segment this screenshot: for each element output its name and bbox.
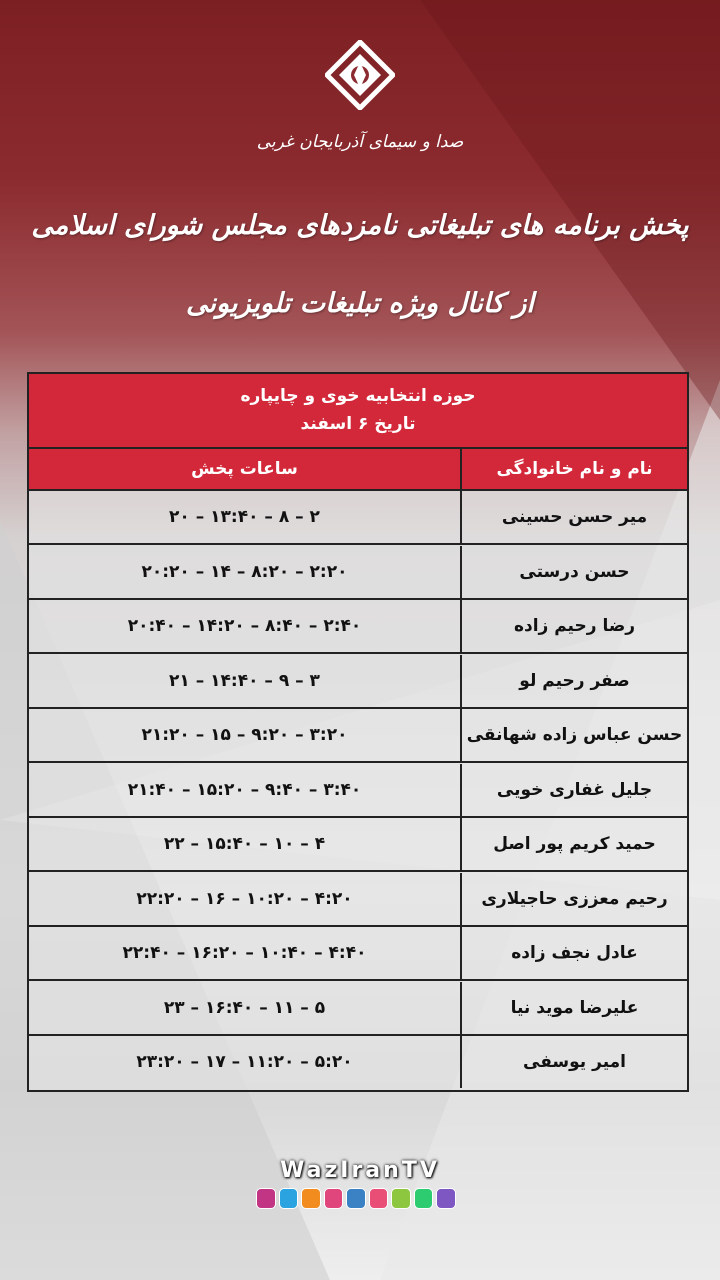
candidate-name: رضا رحیم زاده	[460, 600, 687, 652]
broadcast-times: ۳:۴۰ – ۹:۴۰ – ۱۵:۲۰ – ۲۱:۴۰	[127, 779, 362, 800]
table-row	[29, 709, 687, 763]
table-row	[29, 546, 687, 600]
candidate-name: میر حسن حسینی	[460, 491, 687, 543]
broadcast-times: ۵:۲۰ – ۱۱:۲۰ – ۱۷ – ۲۳:۲۰	[136, 1052, 353, 1072]
broadcast-times: ۴:۲۰ – ۱۰:۲۰ – ۱۶ – ۲۲:۲۰	[136, 888, 353, 909]
irib-logo	[325, 40, 395, 110]
table-row	[29, 982, 687, 1036]
table-row	[29, 600, 687, 654]
table-row	[29, 1036, 687, 1090]
date-label: تاریخ ۶ اسفند	[300, 414, 416, 434]
district-label: حوزه انتخابیه خوی و چایپاره	[240, 386, 476, 406]
broadcast-times: ۲:۲۰ – ۸:۲۰ – ۱۴ – ۲۰:۲۰	[141, 561, 348, 582]
candidate-name: حسن عباس زاده شهانقی	[460, 709, 687, 761]
rubika-icon	[324, 1188, 344, 1209]
table-row	[29, 873, 687, 927]
instagram-icon	[256, 1188, 276, 1209]
table-row	[29, 655, 687, 709]
schedule-table	[27, 372, 689, 1092]
table-title	[29, 374, 687, 449]
candidate-name: رحیم معززی حاجیلاری	[460, 873, 687, 925]
table-row	[29, 927, 687, 981]
table-row	[29, 818, 687, 872]
eitaa-icon	[301, 1188, 321, 1209]
candidate-name: عادل نجف زاده	[460, 927, 687, 979]
column-header-name: نام و نام خانوادگی	[460, 449, 687, 491]
broadcast-times: ۵ – ۱۱ – ۱۶:۴۰ – ۲۳	[163, 997, 326, 1018]
candidate-name: حمید کریم پور اصل	[460, 818, 687, 870]
table-row	[29, 764, 687, 818]
candidate-name: جلیل غفاری خویی	[460, 764, 687, 816]
candidate-name: صفر رحیم لو	[460, 655, 687, 707]
telegram-icon	[279, 1188, 299, 1209]
bale-icon	[414, 1188, 434, 1209]
column-header-times: ساعات پخش	[29, 449, 460, 491]
candidate-name: حسن درستی	[460, 546, 687, 598]
candidate-name: علیرضا موید نیا	[460, 982, 687, 1034]
social-icons-row	[256, 1188, 456, 1212]
gap-icon	[436, 1188, 456, 1209]
headline-line1: پخش برنامه های تبلیغاتی نامزدهای مجلس شورای اسلامی	[31, 210, 689, 241]
headline-line2: از کانال ویژه تبلیغات تلویزیونی	[186, 288, 534, 319]
broadcast-times: ۳:۲۰ – ۹:۲۰ – ۱۵ – ۲۱:۲۰	[141, 725, 348, 745]
table-row	[29, 491, 687, 545]
broadcast-times: ۲:۴۰ – ۸:۴۰ – ۱۴:۲۰ – ۲۰:۴۰	[127, 616, 362, 636]
channel-name: صدا و سیمای آذربایجان غربی	[256, 132, 464, 152]
broadcast-times: ۳ – ۹ – ۱۴:۴۰ – ۲۱	[169, 670, 320, 691]
watermark-logo: WazIranTV	[280, 1158, 440, 1183]
soroush-icon	[346, 1188, 366, 1209]
broadcast-times: ۴ – ۱۰ – ۱۵:۴۰ – ۲۲	[163, 834, 326, 854]
table-body	[29, 491, 687, 1090]
broadcast-times: ۲ – ۸ – ۱۳:۴۰ – ۲۰	[169, 507, 320, 527]
igap-icon	[391, 1188, 411, 1209]
broadcast-times: ۴:۴۰ – ۱۰:۴۰ – ۱۶:۲۰ – ۲۲:۴۰	[122, 943, 367, 963]
candidate-name: امیر یوسفی	[460, 1036, 687, 1088]
aparat-icon	[369, 1188, 389, 1209]
